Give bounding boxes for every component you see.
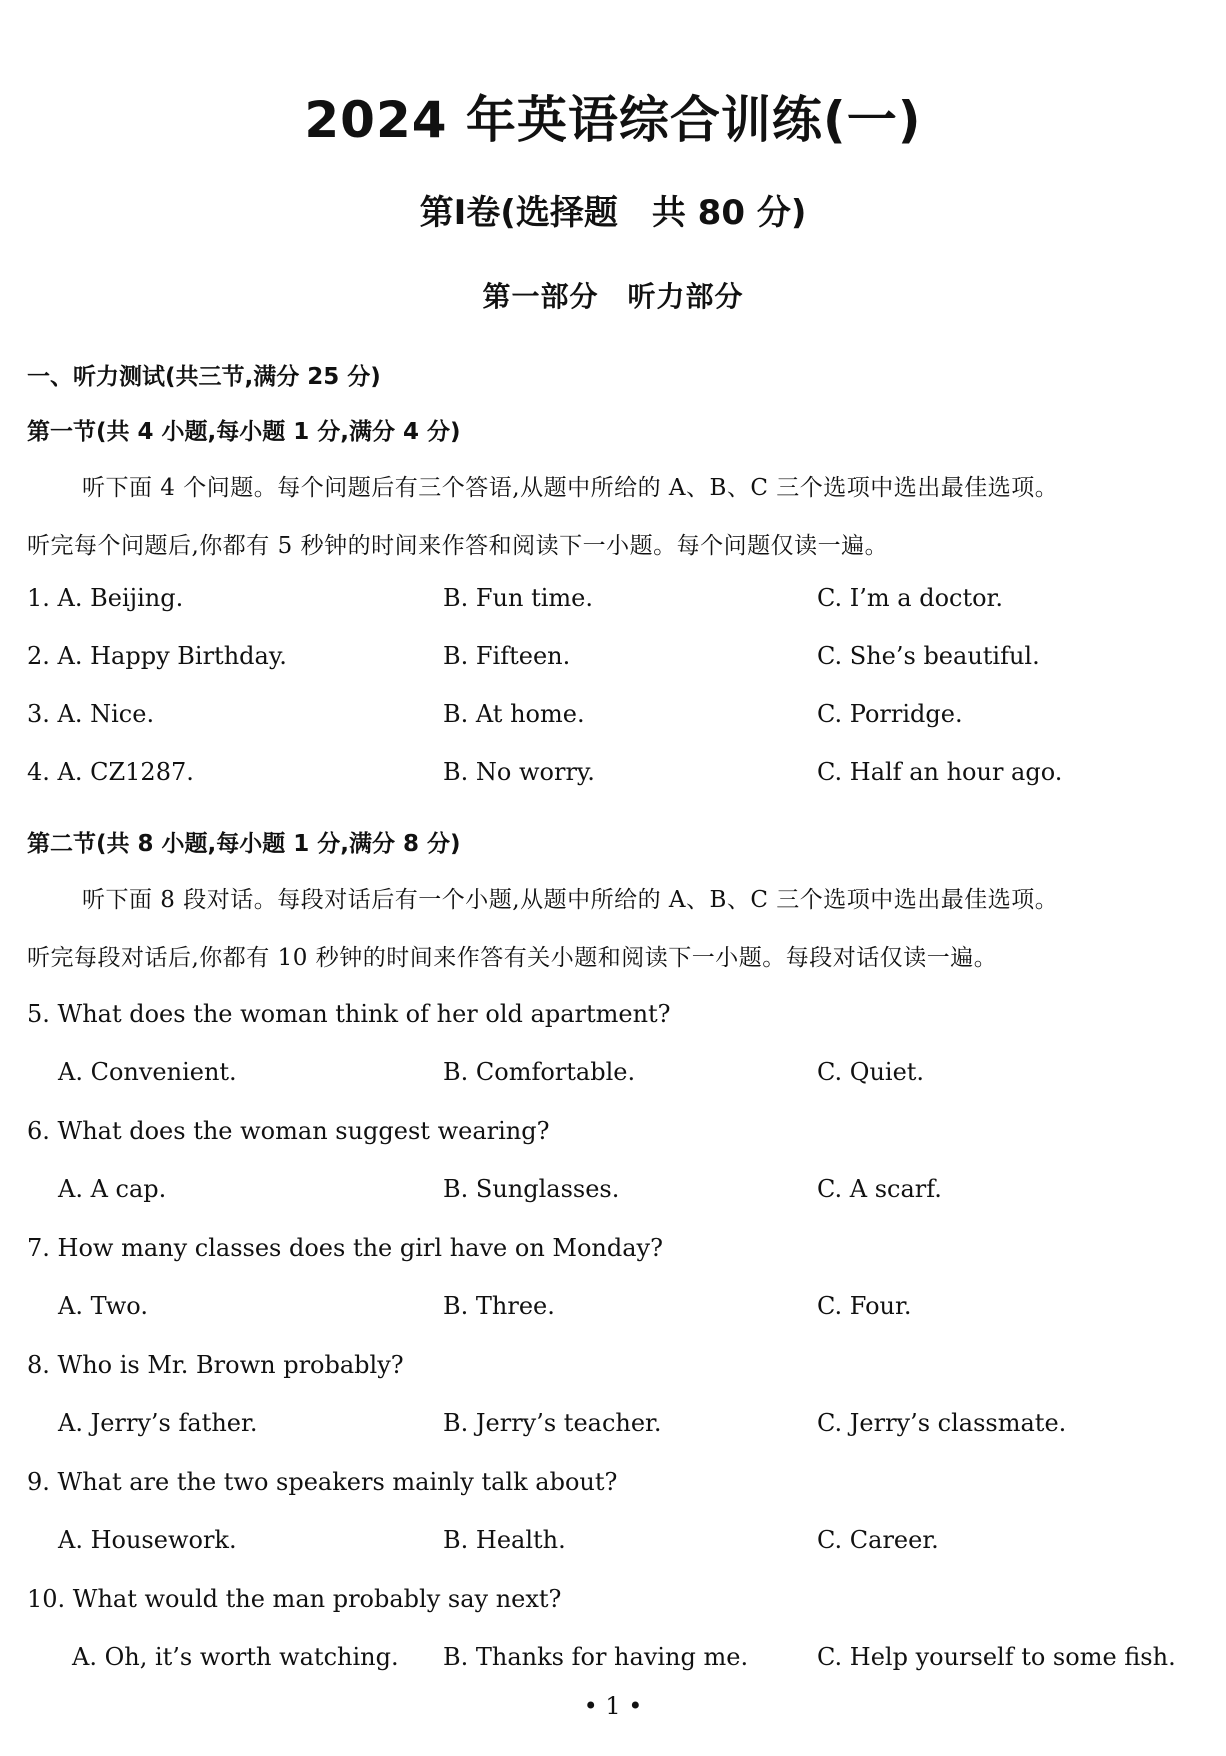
q3-option-b: B. At home.: [443, 700, 585, 728]
q1-option-b: B. Fun time.: [443, 584, 593, 612]
q1-option-a: 1. A. Beijing.: [27, 584, 184, 612]
q9-stem: 9. What are the two speakers mainly talk about?: [27, 1468, 618, 1496]
q2-option-a: 2. A. Happy Birthday.: [27, 642, 287, 670]
q7-option-b: B. Three.: [443, 1292, 555, 1320]
section1-instruction-line2: 听完每个问题后,你都有 5 秒钟的时间来作答和阅读下一小题。每个问题仅读一遍。: [27, 533, 889, 559]
q4-option-c: C. Half an hour ago.: [817, 758, 1063, 786]
q3-option-c: C. Porridge.: [817, 700, 963, 728]
q8-option-c: C. Jerry’s classmate.: [817, 1409, 1067, 1437]
q7-option-a: A. Two.: [58, 1292, 148, 1320]
q10-option-a: A. Oh, it’s worth watching.: [72, 1643, 399, 1671]
section1-heading: 第一节(共 4 小题,每小题 1 分,满分 4 分): [27, 419, 461, 445]
q10-stem: 10. What would the man probably say next?: [27, 1585, 562, 1613]
q5-option-b: B. Comfortable.: [443, 1058, 636, 1086]
q10-option-c: C. Help yourself to some fish.: [817, 1643, 1176, 1671]
section1-instruction-line1: 听下面 4 个问题。每个问题后有三个答语,从题中所给的 A、B、C 三个选项中选出最佳选项。: [82, 475, 1059, 501]
q5-option-a: A. Convenient.: [58, 1058, 237, 1086]
q2-option-b: B. Fifteen.: [443, 642, 571, 670]
q5-option-c: C. Quiet.: [817, 1058, 925, 1086]
q8-stem: 8. Who is Mr. Brown probably?: [27, 1351, 404, 1379]
q9-option-a: A. Housework.: [58, 1526, 237, 1554]
q8-option-b: B. Jerry’s teacher.: [443, 1409, 662, 1437]
q6-option-a: A. A cap.: [58, 1175, 167, 1203]
exam-title: 2024 年英语综合训练(一): [304, 91, 922, 149]
q4-option-b: B. No worry.: [443, 758, 595, 786]
q3-option-a: 3. A. Nice.: [27, 700, 155, 728]
q5-stem: 5. What does the woman think of her old apartment?: [27, 1000, 671, 1028]
q9-option-c: C. Career.: [817, 1526, 939, 1554]
q4-option-a: 4. A. CZ1287.: [27, 758, 194, 786]
part-title: 第一部分 听力部分: [482, 280, 744, 313]
q9-option-b: B. Health.: [443, 1526, 566, 1554]
q6-stem: 6. What does the woman suggest wearing?: [27, 1117, 550, 1145]
q8-option-a: A. Jerry’s father.: [58, 1409, 258, 1437]
q6-option-c: C. A scarf.: [817, 1175, 942, 1203]
section2-instruction-line1: 听下面 8 段对话。每段对话后有一个小题,从题中所给的 A、B、C 三个选项中选出最佳选项。: [82, 887, 1059, 913]
q7-option-c: C. Four.: [817, 1292, 912, 1320]
volume-title: 第Ⅰ卷(选择题 共 80 分): [419, 193, 807, 233]
q10-option-b: B. Thanks for having me.: [443, 1643, 749, 1671]
section-main-heading: 一、听力测试(共三节,满分 25 分): [27, 364, 381, 390]
section2-heading: 第二节(共 8 小题,每小题 1 分,满分 8 分): [27, 831, 461, 857]
q6-option-b: B. Sunglasses.: [443, 1175, 620, 1203]
q7-stem: 7. How many classes does the girl have on Monday?: [27, 1234, 663, 1262]
q2-option-c: C. She’s beautiful.: [817, 642, 1040, 670]
section2-instruction-line2: 听完每段对话后,你都有 10 秒钟的时间来作答有关小题和阅读下一小题。每段对话仅读一遍。: [27, 945, 998, 971]
page-number: • 1 •: [583, 1692, 643, 1720]
q1-option-c: C. I’m a doctor.: [817, 584, 1004, 612]
